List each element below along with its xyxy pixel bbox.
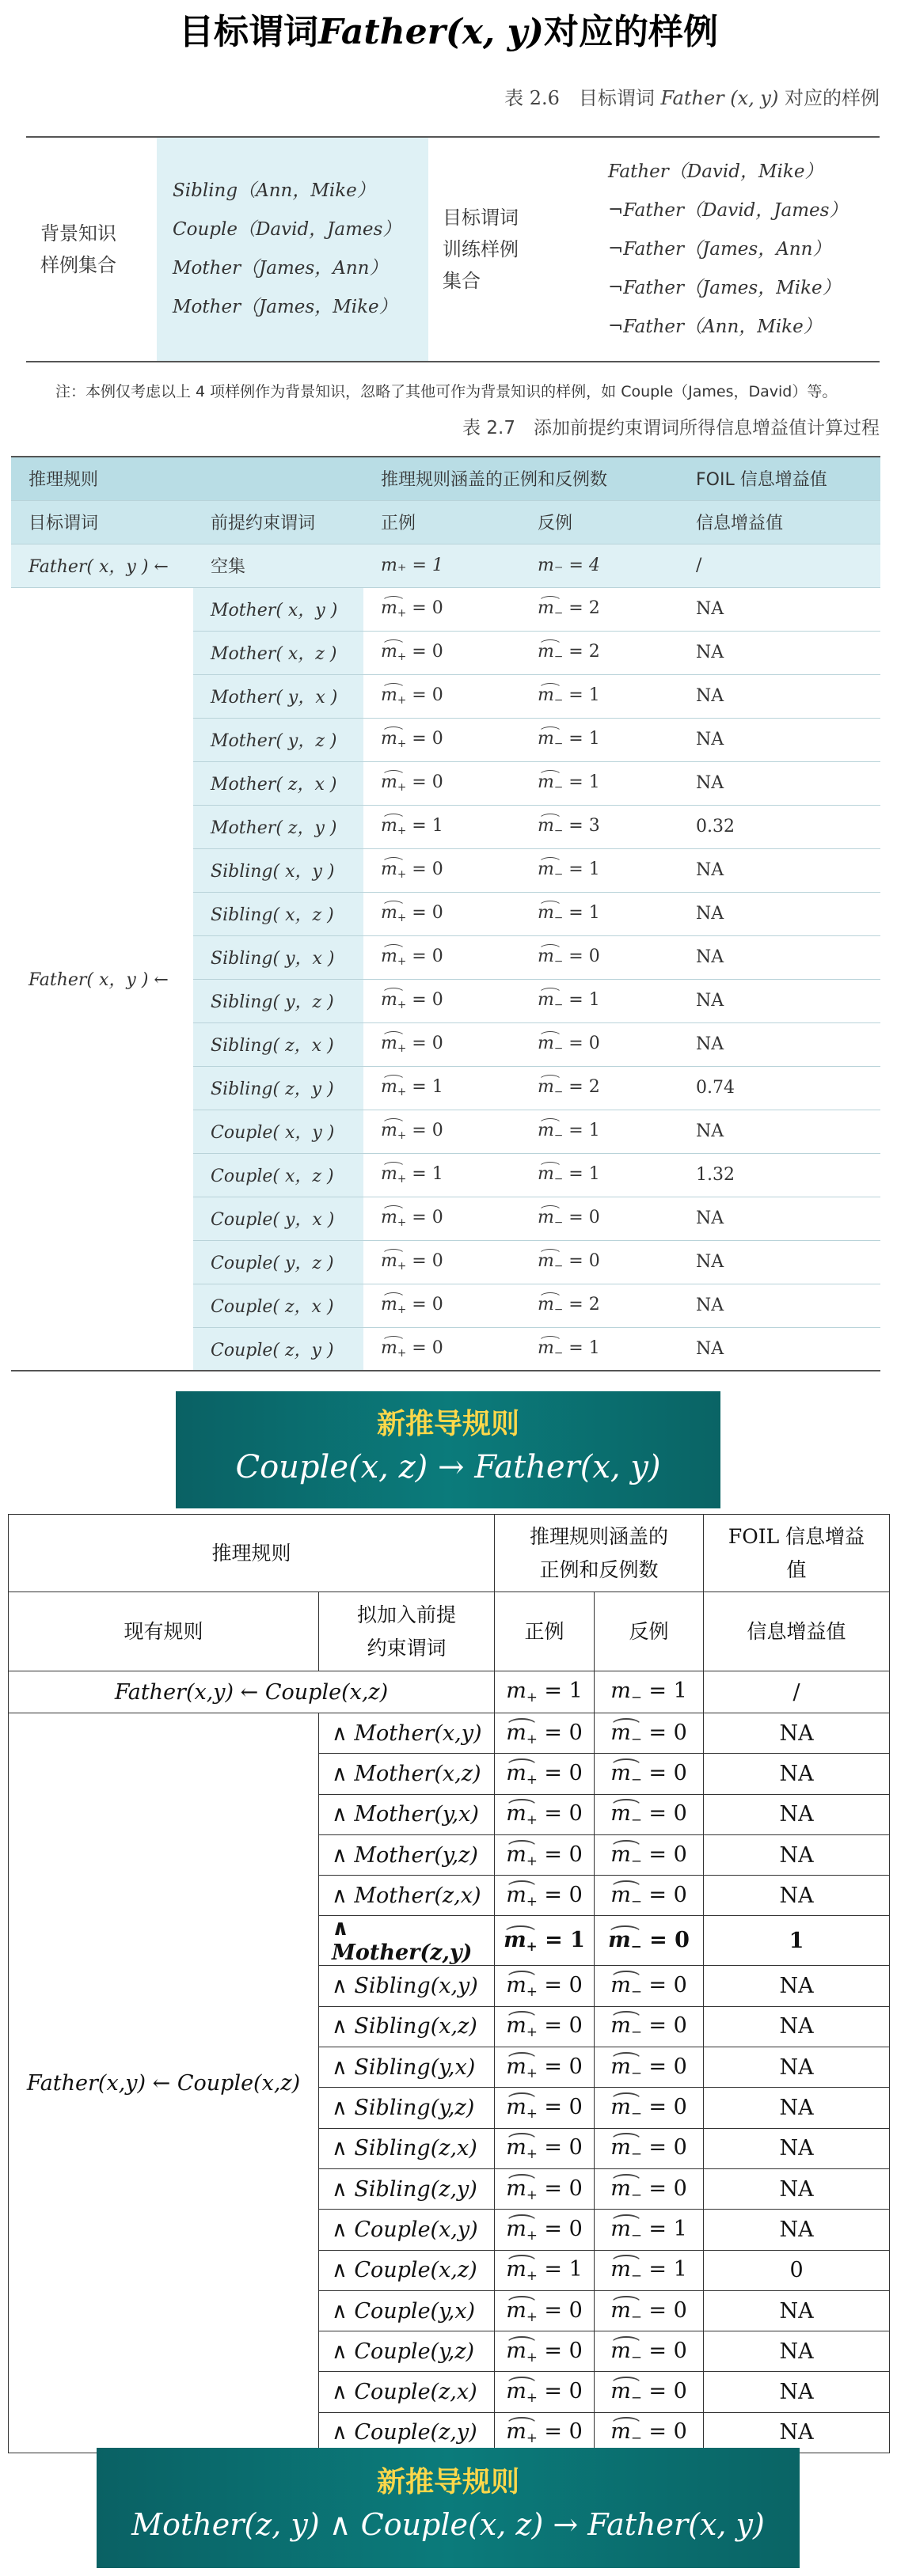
gain-value: NA bbox=[678, 1327, 880, 1371]
negative-count: $m_- = 0$ bbox=[595, 2290, 704, 2331]
positive-count: $m_+ = 0$ bbox=[495, 1794, 595, 1834]
table-2-7-caption: 表 2.7 添加前提约束谓词所得信息增益值计算过程 bbox=[462, 418, 880, 438]
new-rule-banner-1 bbox=[176, 1391, 720, 1508]
header-negative: 反例 bbox=[595, 1592, 704, 1671]
negative-count: $m_- = 0$ bbox=[520, 1022, 678, 1066]
premise-predicate: Couple( z，x ) bbox=[193, 1284, 363, 1327]
added-predicate: ∧ Couple(x,y) bbox=[319, 2210, 495, 2250]
gain-value: NA bbox=[704, 2372, 890, 2412]
added-predicate: ∧ Mother(x,z) bbox=[319, 1754, 495, 1794]
negative-count: $m_- = 1$ bbox=[520, 761, 678, 805]
negative-count: $m_- = 2$ bbox=[520, 1284, 678, 1327]
positive-count: $m_+ = 1$ bbox=[363, 1066, 520, 1110]
negative-count: $m_- = 3$ bbox=[520, 805, 678, 848]
premise-predicate: Sibling( y，x ) bbox=[193, 935, 363, 979]
gain-value: NA bbox=[704, 2290, 890, 2331]
gain-value: NA bbox=[678, 631, 880, 674]
negative-count: $m_- = 2$ bbox=[520, 1066, 678, 1110]
bg-item: Mother（James，Ann） bbox=[173, 258, 388, 279]
gain-value: NA bbox=[678, 1022, 880, 1066]
premise-predicate: Mother( z，x ) bbox=[193, 761, 363, 805]
negative-count: $m_- = 0$ bbox=[520, 935, 678, 979]
header-positive: 正例 bbox=[363, 500, 520, 544]
positive-count: $m_+ = 0$ bbox=[495, 1876, 595, 1916]
negative-count: $m_- = 1$ bbox=[520, 892, 678, 935]
target-predicate-label: Father( x，y ) ← bbox=[11, 587, 193, 1371]
negative-count: $m_- = 1$ bbox=[520, 1327, 678, 1371]
gain-value: 0.74 bbox=[678, 1066, 880, 1110]
positive-count: $m_+ = 0$ bbox=[363, 631, 520, 674]
added-predicate: ∧ Couple(z,y) bbox=[319, 2412, 495, 2453]
gain-value: 0 bbox=[704, 2250, 890, 2290]
bg-item: Mother（James，Mike） bbox=[173, 297, 397, 317]
base-premise: 空集 bbox=[193, 544, 363, 587]
base-negative: m₋ = 4 bbox=[520, 544, 678, 587]
negative-count: $m_- = 1$ bbox=[520, 979, 678, 1022]
target-item: ¬Father（James，Ann） bbox=[608, 238, 831, 260]
added-predicate: ∧ Mother(y,x) bbox=[319, 1794, 495, 1834]
positive-count: $m_+ = 0$ bbox=[495, 2331, 595, 2372]
gain-value: NA bbox=[704, 2006, 890, 2047]
negative-count: $m_- = 1$ bbox=[520, 1110, 678, 1153]
gain-value: NA bbox=[678, 848, 880, 892]
positive-count: $m_+ = 0$ bbox=[495, 2047, 595, 2088]
positive-count: $m_+ = 0$ bbox=[495, 2006, 595, 2047]
positive-count: $m_+ = 0$ bbox=[363, 1110, 520, 1153]
gain-value: NA bbox=[704, 2168, 890, 2209]
premise-predicate: Mother( y，x ) bbox=[193, 674, 363, 718]
gain-value: NA bbox=[704, 2412, 890, 2453]
base-gain: / bbox=[704, 1671, 890, 1713]
gain-value: NA bbox=[678, 935, 880, 979]
negative-count: $m_- = 2$ bbox=[520, 587, 678, 631]
added-predicate: ∧ Sibling(y,z) bbox=[319, 2088, 495, 2128]
positive-count: $m_+ = 1$ bbox=[495, 1916, 595, 1966]
positive-count: $m_+ = 0$ bbox=[495, 1834, 595, 1875]
gain-value: NA bbox=[704, 2331, 890, 2372]
gain-value: NA bbox=[678, 1284, 880, 1327]
table-2-7 bbox=[11, 456, 880, 1371]
negative-count: $m_- = 0$ bbox=[595, 1754, 704, 1794]
positive-count: $m_+ = 0$ bbox=[495, 2372, 595, 2412]
table-row bbox=[9, 1713, 890, 1754]
added-predicate: ∧ Sibling(y,x) bbox=[319, 2047, 495, 2088]
premise-predicate: Couple( y，x ) bbox=[193, 1197, 363, 1240]
gain-value: NA bbox=[704, 1834, 890, 1875]
table-2-6-caption: 表 2.6 目标谓词 Father (x, y) 对应的样例 bbox=[504, 87, 880, 109]
header-negative: 反例 bbox=[520, 500, 678, 544]
gain-value: 1.32 bbox=[678, 1153, 880, 1197]
gain-value: NA bbox=[678, 761, 880, 805]
negative-count: $m_- = 0$ bbox=[520, 1197, 678, 1240]
gain-value: NA bbox=[704, 1754, 890, 1794]
gain-value: 1 bbox=[704, 1916, 890, 1966]
negative-count: $m_- = 2$ bbox=[520, 631, 678, 674]
header-foil: FOIL 信息增益值 bbox=[678, 457, 880, 500]
background-knowledge-list bbox=[157, 138, 428, 361]
positive-count: $m_+ = 0$ bbox=[495, 1713, 595, 1754]
header-rule: 推理规则 bbox=[9, 1515, 495, 1592]
header-coverage: 推理规则涵盖的 正例和反例数 bbox=[495, 1515, 704, 1592]
negative-count: $m_- = 0$ bbox=[595, 2412, 704, 2453]
header-added-premise: 拟加入前提 约束谓词 bbox=[319, 1592, 495, 1671]
premise-predicate: Sibling( y，z ) bbox=[193, 979, 363, 1022]
gain-value: NA bbox=[704, 2088, 890, 2128]
target-training-label: 目标谓词 训练样例 集合 bbox=[443, 207, 519, 292]
gain-value: NA bbox=[704, 1713, 890, 1754]
bg-item: Couple（David，James） bbox=[173, 219, 401, 240]
negative-count: $m_- = 0$ bbox=[595, 2088, 704, 2128]
positive-count: $m_+ = 0$ bbox=[363, 979, 520, 1022]
base-target: Father( x，y ) ← bbox=[11, 544, 193, 587]
gain-value: NA bbox=[678, 674, 880, 718]
positive-count: $m_+ = 1$ bbox=[363, 805, 520, 848]
positive-count: $m_+ = 0$ bbox=[495, 2128, 595, 2168]
banner-title: 新推导规则 bbox=[376, 1408, 519, 1440]
gain-value: NA bbox=[678, 718, 880, 761]
header-rule: 推理规则 bbox=[11, 457, 363, 500]
positive-count: $m_+ = 0$ bbox=[363, 1240, 520, 1284]
premise-predicate: Couple( y，z ) bbox=[193, 1240, 363, 1284]
gain-value: 0.32 bbox=[678, 805, 880, 848]
positive-count: $m_+ = 0$ bbox=[363, 1327, 520, 1371]
added-predicate: ∧ Mother(y,z) bbox=[319, 1834, 495, 1875]
page-title: 目标谓词Father(x, y)对应的样例 bbox=[179, 12, 718, 52]
positive-count: $m_+ = 0$ bbox=[495, 2412, 595, 2453]
base-negative: $m_- = 1$ bbox=[595, 1671, 704, 1713]
added-predicate: ∧ Mother(z,y) bbox=[319, 1916, 495, 1966]
header-gain: 信息增益值 bbox=[704, 1592, 890, 1671]
gain-value: NA bbox=[704, 2210, 890, 2250]
negative-count: $m_- = 0$ bbox=[520, 1240, 678, 1284]
premise-predicate: Couple( x，z ) bbox=[193, 1153, 363, 1197]
background-knowledge-label: 背景知识 样例集合 bbox=[40, 222, 116, 276]
positive-count: $m_+ = 0$ bbox=[363, 892, 520, 935]
added-predicate: ∧ Sibling(x,y) bbox=[319, 1966, 495, 2006]
negative-count: $m_- = 1$ bbox=[520, 718, 678, 761]
header-existing-rule: 现有规则 bbox=[9, 1592, 319, 1671]
table-note: 注：本例仅考虑以上 4 项样例作为背景知识，忽略了其他可作为背景知识的样例，如 Couple（James，David）等。 bbox=[55, 383, 838, 400]
positive-count: $m_+ = 0$ bbox=[495, 2210, 595, 2250]
banner-formula: Mother(z, y) ∧ Couple(x, z) → Father(x, y) bbox=[131, 2507, 765, 2542]
target-item: Father（David，Mike） bbox=[608, 161, 823, 182]
banner-formula: Couple(x, z) → Father(x, y) bbox=[235, 1449, 661, 1485]
target-item: ¬Father（James，Mike） bbox=[608, 277, 841, 298]
positive-count: $m_+ = 1$ bbox=[363, 1153, 520, 1197]
gain-value: NA bbox=[678, 979, 880, 1022]
added-predicate: ∧ Couple(y,x) bbox=[319, 2290, 495, 2331]
header-gain: 信息增益值 bbox=[678, 500, 880, 544]
gain-value: NA bbox=[678, 587, 880, 631]
premise-predicate: Mother( y，z ) bbox=[193, 718, 363, 761]
added-predicate: ∧ Couple(z,x) bbox=[319, 2372, 495, 2412]
positive-count: $m_+ = 0$ bbox=[363, 718, 520, 761]
positive-count: $m_+ = 0$ bbox=[495, 2088, 595, 2128]
gain-value: NA bbox=[704, 1794, 890, 1834]
gain-value: NA bbox=[678, 892, 880, 935]
negative-count: $m_- = 0$ bbox=[595, 2006, 704, 2047]
positive-count: $m_+ = 0$ bbox=[363, 848, 520, 892]
negative-count: $m_- = 0$ bbox=[595, 2168, 704, 2209]
positive-count: $m_+ = 0$ bbox=[495, 2290, 595, 2331]
negative-count: $m_- = 0$ bbox=[595, 2331, 704, 2372]
negative-count: $m_- = 0$ bbox=[595, 1794, 704, 1834]
gain-value: NA bbox=[678, 1110, 880, 1153]
premise-predicate: Mother( x，z ) bbox=[193, 631, 363, 674]
negative-count: $m_- = 1$ bbox=[595, 2210, 704, 2250]
base-gain: / bbox=[678, 544, 880, 587]
bg-item: Sibling（Ann，Mike） bbox=[173, 180, 375, 201]
premise-predicate: Couple( z，y ) bbox=[193, 1327, 363, 1371]
positive-count: $m_+ = 0$ bbox=[363, 761, 520, 805]
table-2-6 bbox=[26, 136, 880, 362]
negative-count: $m_- = 0$ bbox=[595, 1916, 704, 1966]
positive-count: $m_+ = 1$ bbox=[495, 2250, 595, 2290]
header-target: 目标谓词 bbox=[11, 500, 193, 544]
added-predicate: ∧ Mother(x,y) bbox=[319, 1713, 495, 1754]
header-positive: 正例 bbox=[495, 1592, 595, 1671]
gain-value: NA bbox=[704, 2047, 890, 2088]
gain-value: NA bbox=[678, 1240, 880, 1284]
rule-table bbox=[8, 1514, 890, 2453]
negative-count: $m_- = 0$ bbox=[595, 1834, 704, 1875]
premise-predicate: Mother( z，y ) bbox=[193, 805, 363, 848]
added-predicate: ∧ Sibling(z,y) bbox=[319, 2168, 495, 2209]
negative-count: $m_- = 0$ bbox=[595, 1966, 704, 2006]
added-predicate: ∧ Mother(z,x) bbox=[319, 1876, 495, 1916]
positive-count: $m_+ = 0$ bbox=[363, 1197, 520, 1240]
premise-predicate: Sibling( z，x ) bbox=[193, 1022, 363, 1066]
negative-count: $m_- = 0$ bbox=[595, 2372, 704, 2412]
base-rule: Father(x,y) ← Couple(x,z) bbox=[9, 1671, 495, 1713]
added-predicate: ∧ Couple(y,z) bbox=[319, 2331, 495, 2372]
target-item: ¬Father（Ann，Mike） bbox=[608, 316, 822, 337]
positive-count: $m_+ = 0$ bbox=[495, 2168, 595, 2209]
premise-predicate: Sibling( z，y ) bbox=[193, 1066, 363, 1110]
positive-count: $m_+ = 0$ bbox=[363, 935, 520, 979]
premise-predicate: Mother( x，y ) bbox=[193, 587, 363, 631]
added-predicate: ∧ Sibling(x,z) bbox=[319, 2006, 495, 2047]
negative-count: $m_- = 1$ bbox=[520, 674, 678, 718]
header-coverage: 推理规则涵盖的正例和反例数 bbox=[363, 457, 678, 500]
gain-value: NA bbox=[704, 1966, 890, 2006]
positive-count: $m_+ = 0$ bbox=[363, 1022, 520, 1066]
negative-count: $m_- = 0$ bbox=[595, 2128, 704, 2168]
gain-value: NA bbox=[678, 1197, 880, 1240]
base-positive: m₊ = 1 bbox=[363, 544, 520, 587]
table-row bbox=[11, 587, 880, 631]
new-rule-banner-2 bbox=[97, 2448, 800, 2568]
positive-count: $m_+ = 0$ bbox=[363, 674, 520, 718]
gain-value: NA bbox=[704, 1876, 890, 1916]
premise-predicate: Couple( x，y ) bbox=[193, 1110, 363, 1153]
negative-count: $m_- = 1$ bbox=[595, 2250, 704, 2290]
target-item: ¬Father（David，James） bbox=[608, 199, 848, 221]
existing-rule-label: Father(x,y) ← Couple(x,z) bbox=[9, 1713, 319, 2453]
added-predicate: ∧ Couple(x,z) bbox=[319, 2250, 495, 2290]
banner-title: 新推导规则 bbox=[376, 2466, 519, 2498]
header-foil: FOIL 信息增益 值 bbox=[704, 1515, 890, 1592]
base-positive: $m_+ = 1$ bbox=[495, 1671, 595, 1713]
added-predicate: ∧ Sibling(z,x) bbox=[319, 2128, 495, 2168]
premise-predicate: Sibling( x，y ) bbox=[193, 848, 363, 892]
positive-count: $m_+ = 0$ bbox=[363, 587, 520, 631]
negative-count: $m_- = 0$ bbox=[595, 2047, 704, 2088]
negative-count: $m_- = 0$ bbox=[595, 1876, 704, 1916]
negative-count: $m_- = 1$ bbox=[520, 848, 678, 892]
negative-count: $m_- = 1$ bbox=[520, 1153, 678, 1197]
header-premise: 前提约束谓词 bbox=[193, 500, 363, 544]
positive-count: $m_+ = 0$ bbox=[495, 1966, 595, 2006]
target-training-list bbox=[589, 138, 880, 361]
positive-count: $m_+ = 0$ bbox=[363, 1284, 520, 1327]
positive-count: $m_+ = 0$ bbox=[495, 1754, 595, 1794]
gain-value: NA bbox=[704, 2128, 890, 2168]
premise-predicate: Sibling( x，z ) bbox=[193, 892, 363, 935]
negative-count: $m_- = 0$ bbox=[595, 1713, 704, 1754]
